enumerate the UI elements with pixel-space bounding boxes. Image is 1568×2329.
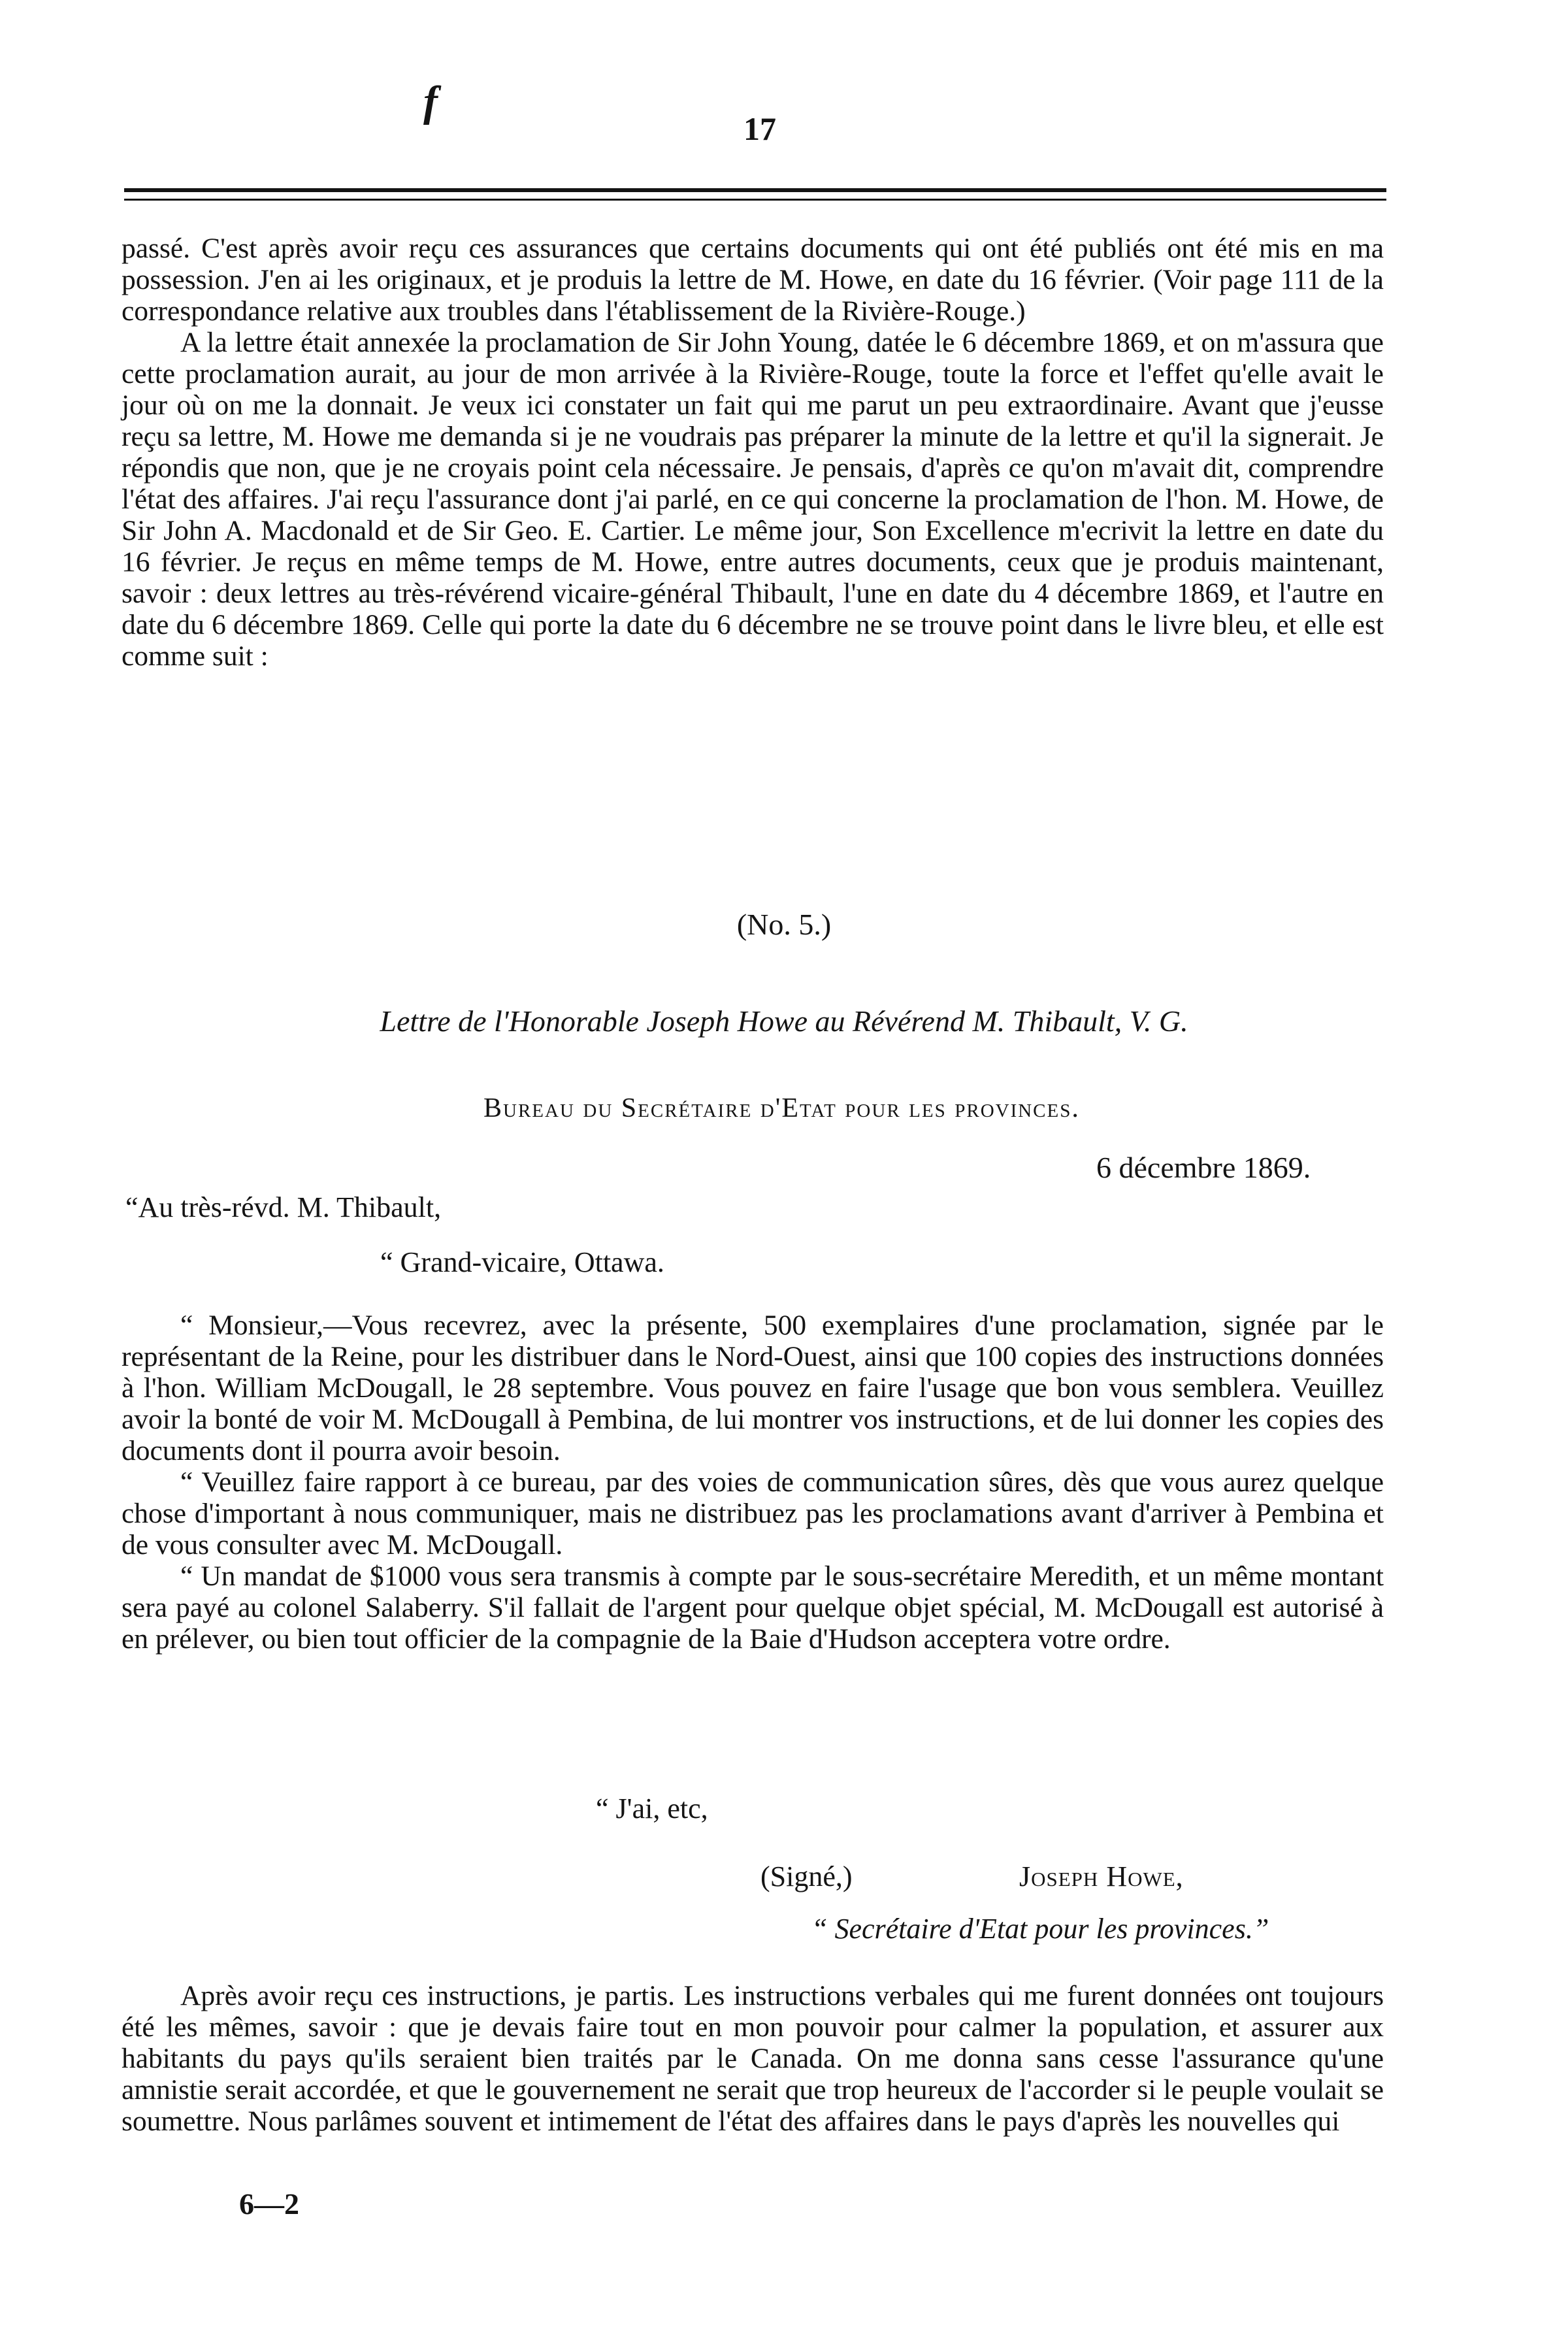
document-caption: Lettre de l'Honorable Joseph Howe au Révérend M. Thibault, V. G. bbox=[380, 1004, 1188, 1038]
letter-body bbox=[122, 1310, 1384, 1655]
sheet-signature-mark: 6—2 bbox=[239, 2187, 299, 2221]
letter-addressee: “Au très-révd. M. Thibault, bbox=[125, 1191, 442, 1223]
paragraph: passé. C'est après avoir reçu ces assurances que certains documents qui ont été publiés ont été mis en ma possession. J'en ai les originaux, et je produis la lettre de M. Howe, en date du 16 février. (Voir page 111 de la correspondance relative aux troubles dans l'établissement de la Rivière-Rouge.) bbox=[122, 233, 1384, 327]
letter-paragraph: “ Monsieur,—Vous recevrez, avec la présente, 500 exemplaires d'une proclamation, signée par le représentant de la Reine, pour les distribuer dans le Nord-Ouest, ainsi que 100 copies des instructions données à l'hon. William McDougall, le 28 septembre. Vous pouvez en faire l'usage que bon vous semblera. Veuillez avoir la bonté de voir M. McDougall à Pembina, de lui montrer vos instructions, et de lui donner les copies des documents dont il pourra avoir besoin. bbox=[122, 1310, 1384, 1466]
letter-addressee-title: “ Grand-vicaire, Ottawa. bbox=[380, 1246, 664, 1278]
document-number: (No. 5.) bbox=[736, 908, 832, 941]
page-number: 17 bbox=[743, 110, 776, 147]
paragraph: Après avoir reçu ces instructions, je partis. Les instructions verbales qui me furent données ont toujours été les mêmes, savoir : que je devais faire tout en mon pouvoir pour calmer la population, et assurer aux habitants du pays qu'ils seraient bien traités par le Canada. On me donna sans cesse l'assurance qu'une amnistie serait accordée, et que le gouvernement ne serait que trop heureux de l'accorder si le peuple voulait se soumettre. Nous parlâmes souvent et intimement de l'état des affaires dans le pays d'après les nouvelles qui bbox=[122, 1980, 1384, 2137]
continuation-text bbox=[122, 1980, 1384, 2137]
header-rule bbox=[124, 188, 1386, 192]
intro-text bbox=[122, 233, 1384, 672]
signer-name: Joseph Howe, bbox=[1019, 1860, 1184, 1892]
header-rule-thin bbox=[124, 199, 1386, 201]
signer-title: “ Secrétaire d'Etat pour les provinces.” bbox=[811, 1913, 1269, 1945]
letter-office-heading: Bureau du Secrétaire d'Etat pour les provinces. bbox=[483, 1093, 1080, 1123]
letter-date: 6 décembre 1869. bbox=[1096, 1151, 1311, 1184]
letter-paragraph: “ Un mandat de $1000 vous sera transmis à compte par le sous-secrétaire Meredith, et un même montant sera payé au colonel Salaberry. S'il fallait de l'argent pour quelque objet spécial, M. McDougall est autorisé à en prélever, ou bien tout officier de la compagnie de la Baie d'Hudson acceptera votre ordre. bbox=[122, 1561, 1384, 1655]
letter-paragraph: “ Veuillez faire rapport à ce bureau, par des voies de communication sûres, dès que vous aurez quelque chose d'important à nous communiquer, mais ne distribuez pas les proclamations avant d'arriver à Pembina et de vous consulter avec M. McDougall. bbox=[122, 1466, 1384, 1561]
paragraph: A la lettre était annexée la proclamation de Sir John Young, datée le 6 décembre 1869, et on m'assura que cette proclamation aurait, au jour de mon arrivée à la Rivière-Rouge, toute la force et l'effet qu'elle avait le jour où on me la donnait. Je veux ici constater un fait qui me parut un peu extraordinaire. Avant que j'eusse reçu sa lettre, M. Howe me demanda si je ne voudrais pas préparer la minute de la lettre et qu'il la signerait. Je répondis que non, que je ne croyais point cela nécessaire. Je pensais, d'après ce qu'on m'avait dit, comprendre l'état des affaires. J'ai reçu l'assurance dont j'ai parlé, en ce qui concerne la proclamation de l'hon. M. Howe, de Sir John A. Macdonald et de Sir Geo. E. Cartier. Le même jour, Son Excellence m'ecrivit la lettre en date du 16 février. Je reçus en même temps de M. Howe, entre autres documents, ceux que je produis maintenant, savoir : deux lettres au très-révérend vicaire-général Thibault, l'une en date du 4 décembre 1869, et l'autre en date du 6 décembre 1869. Celle qui porte la date du 6 décembre ne se trouve point dans le livre bleu, et elle est comme suit : bbox=[122, 327, 1384, 672]
header-mark: f bbox=[423, 78, 438, 125]
letter-closing: “ J'ai, etc, bbox=[596, 1792, 708, 1825]
signed-note: (Signé,) bbox=[760, 1860, 853, 1892]
